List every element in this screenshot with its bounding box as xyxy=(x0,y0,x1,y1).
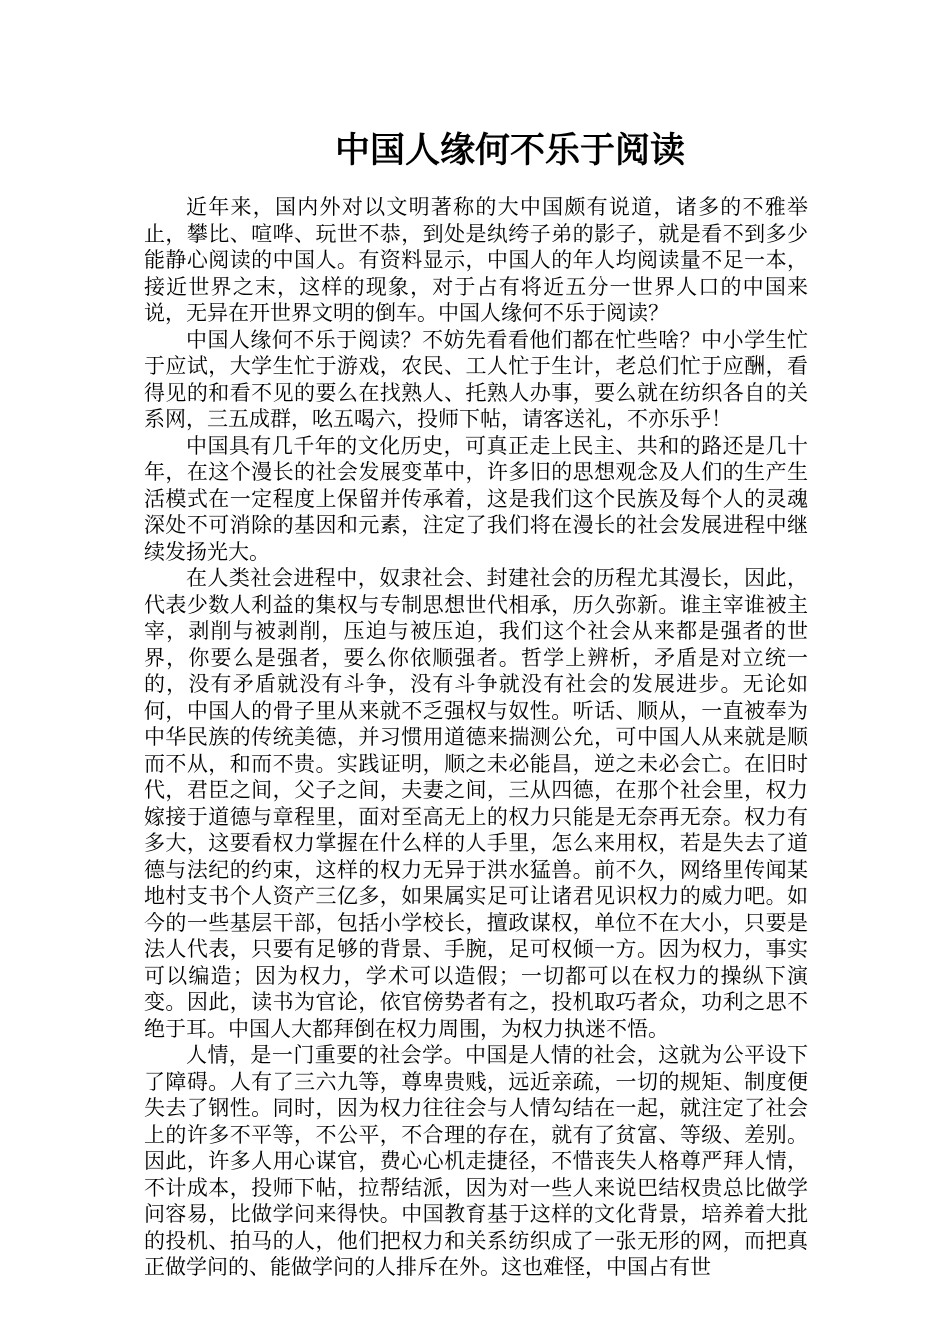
paragraph: 人情，是一门重要的社会学。中国是人情的社会，这就为公平设下了障碍。人有了三六九等，尊卑贵贱，远近亲疏，一切的规矩、制度便失去了钢性。同时，因为权力往往会与人情勾结在一起，就注定了社会上的许多不平等，不公平，不合理的存在，就有了贫富、等级、差别。因此，许多人用心谋官，费心心机走捷径，不惜丧失人格尊严拜人情，不计成本，投师下帖，拉帮结派，因为对一些人来说巴结权贵总比做学问容易，比做学问来得快。中国教育基于这样的文化背景，培养着大批的投机、拍马的人，他们把权力和关系纺织成了一张无形的网，而把真正做学问的、能做学问的人排斥在外。这也难怪，中国占有世 xyxy=(144,1043,808,1279)
document-title: 中国人缘何不乐于阅读 xyxy=(334,130,685,171)
paragraph: 中国人缘何不乐于阅读？不妨先看看他们都在忙些啥？中小学生忙于应试，大学生忙于游戏，农民、工人忙于生计，老总们忙于应酬，看得见的和看不见的要么在找熟人、托熟人办事，要么就在纺织各自的关系网，三五成群，吆五喝六，投师下帖，请客送礼，不亦乐乎！ xyxy=(144,327,808,431)
paragraph: 近年来，国内外对以文明著称的大中国颇有说道，诸多的不雅举止，攀比、喧哗、玩世不恭，到处是纨绔子弟的影子，就是看不到多少能静心阅读的中国人。有资料显示，中国人的年人均阅读量不足一本，接近世界之末，这样的现象，对于占有将近五分一世界人口的中国来说，无异在开世界文明的倒车。中国人缘何不乐于阅读？ xyxy=(144,195,808,325)
paragraph: 中国具有几千年的文化历史，可真正走上民主、共和的路还是几十年，在这个漫长的社会发展变革中，许多旧的思想观念及人们的生产生活模式在一定程度上保留并传承着，这是我们这个民族及每个人的灵魂深处不可消除的基因和元素，注定了我们将在漫长的社会发展进程中继续发扬光大。 xyxy=(144,433,808,564)
document-body xyxy=(144,194,808,1281)
paragraph: 在人类社会进程中，奴隶社会、封建社会的历程尤其漫长，因此，代表少数人利益的集权与专制思想世代相承，历久弥新。谁主宰谁被主宰，剥削与被剥削，压迫与被压迫，我们这个社会从来都是强者的世界，你要么是强者，要么你依顺强者。哲学上辨析，矛盾是对立统一的，没有矛盾就没有斗争，没有斗争就没有社会的发展进步。无论如何，中国人的骨子里从来就不乏强权与奴性。听话、顺从，一直被奉为中华民族的传统美德，并习惯用道德来揣测公允，可中国人从来就是顺而不从，和而不贵。实践证明，顺之未必能昌，逆之未必会亡。在旧时代，君臣之间，父子之间，夫妻之间，三从四德，在那个社会里，权力嫁接于道德与章程里，面对至高无上的权力只能是无奈再无奈。权力有多大，这要看权力掌握在什么样的人手里，怎么来用权，若是失去了道德与法纪的约束，这样的权力无异于洪水猛兽。前不久，网络里传闻某地村支书个人资产三亿多，如果属实足可让诸君见识权力的威力吧。如今的一些基层干部，包括小学校长，擅政谋权，单位不在大小，只要是法人代表，只要有足够的背景、手腕，足可权倾一方。因为权力，事实可以编造；因为权力，学术可以造假；一切都可以在权力的操纵下演变。因此，读书为官论，依官傍势者有之，投机取巧者众，功利之思不绝于耳。中国人大都拜倒在权力周围，为权力执迷不悟。 xyxy=(144,566,808,1041)
